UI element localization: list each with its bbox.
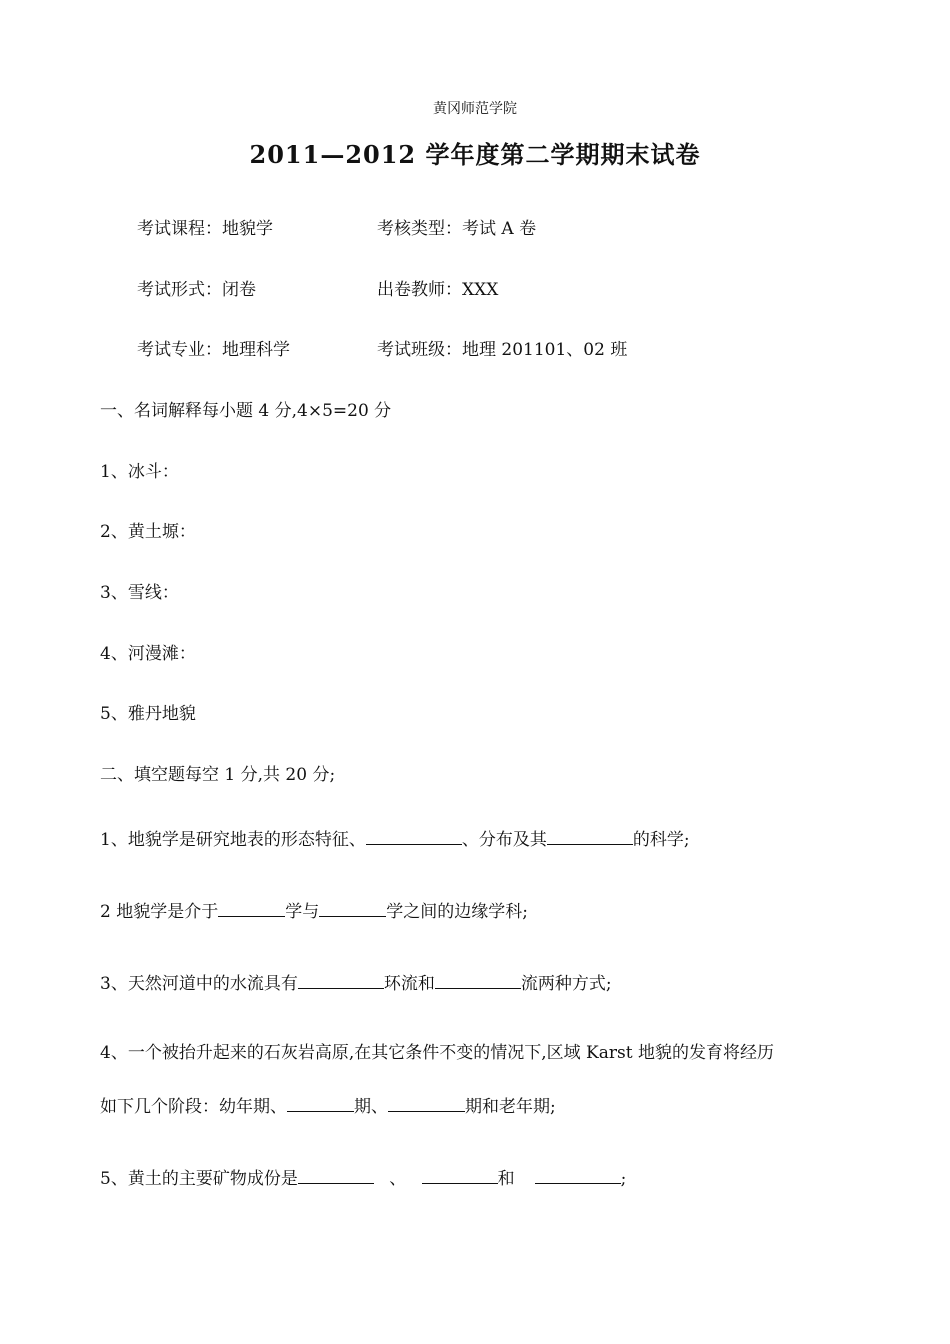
q4-text-b: 期、 xyxy=(354,1097,388,1117)
class-row xyxy=(377,342,627,359)
q5-text-a: 5、黄土的主要矿物成份是 xyxy=(100,1169,298,1189)
course-value: 地貌学 xyxy=(222,219,273,239)
fill-question-5 xyxy=(100,1168,626,1188)
answer-blank[interactable] xyxy=(535,1168,621,1184)
q4-text-a: 如下几个阶段：幼年期、 xyxy=(100,1097,287,1117)
q3-text-b: 环流和 xyxy=(383,974,435,994)
q1-text-b: 、分布及其 xyxy=(461,830,547,850)
major-row xyxy=(137,342,290,359)
format-value: 闭卷 xyxy=(222,280,256,300)
fill-question-4-line1: 4、一个被抬升起来的石灰岩高原,在其它条件不变的情况下,区域 Karst 地貌的发育将经历 xyxy=(100,1043,774,1063)
answer-blank[interactable] xyxy=(218,901,285,917)
q5-text-b: 、 xyxy=(383,1169,412,1189)
exam-title: 2011—2012 学年度第二学期期末试卷 xyxy=(249,140,701,169)
q1-text-c: 的科学; xyxy=(632,830,690,850)
section1-item: 4、河漫滩： xyxy=(100,644,196,664)
section1-item: 1、冰斗： xyxy=(100,462,179,482)
school-name: 黄冈师范学院 xyxy=(433,101,517,117)
answer-blank[interactable] xyxy=(547,829,633,845)
fill-question-3 xyxy=(100,973,612,993)
q5-text-c: 和 xyxy=(497,1169,515,1189)
q4-text-c: 期和老年期; xyxy=(465,1097,556,1117)
answer-blank[interactable] xyxy=(319,901,386,917)
teacher-row xyxy=(377,282,498,299)
q2-text-b: 学与 xyxy=(285,902,320,922)
major-value: 地理科学 xyxy=(222,340,290,360)
answer-blank[interactable] xyxy=(298,973,384,989)
q2-text-c: 学之间的边缘学科; xyxy=(386,902,528,922)
answer-blank[interactable] xyxy=(435,973,521,989)
answer-blank[interactable] xyxy=(366,829,462,845)
answer-blank[interactable] xyxy=(287,1096,354,1112)
class-label: 考试班级： xyxy=(377,340,462,360)
q3-text-c: 流两种方式; xyxy=(520,974,612,994)
q1-text-a: 1、地貌学是研究地表的形态特征、 xyxy=(100,830,366,850)
section1-item: 5、雅丹地貌 xyxy=(100,704,196,724)
section1-item: 3、雪线： xyxy=(100,583,179,603)
class-value: 地理 201101、02 班 xyxy=(462,340,628,360)
answer-blank[interactable] xyxy=(422,1168,498,1184)
assessment-type-value: 考试 A 卷 xyxy=(462,219,537,239)
format-row xyxy=(137,282,256,299)
answer-blank[interactable] xyxy=(298,1168,374,1184)
format-label: 考试形式： xyxy=(137,280,222,300)
q2-text-a: 2 地貌学是介于 xyxy=(100,902,219,922)
assessment-type-label: 考核类型： xyxy=(377,219,462,239)
teacher-label: 出卷教师： xyxy=(377,280,462,300)
course-label: 考试课程： xyxy=(137,219,222,239)
course-row xyxy=(137,221,273,238)
section2-heading: 二、填空题每空 1 分,共 20 分; xyxy=(100,765,336,785)
major-label: 考试专业： xyxy=(137,340,222,360)
q3-text-a: 3、天然河道中的水流具有 xyxy=(100,974,298,994)
answer-blank[interactable] xyxy=(388,1096,465,1112)
q5-text-d: ; xyxy=(620,1169,627,1189)
section1-heading: 一、名词解释每小题 4 分,4×5=20 分 xyxy=(100,401,392,421)
fill-question-4-line2 xyxy=(100,1096,556,1116)
fill-question-2 xyxy=(100,901,528,921)
section1-item: 2、黄土塬： xyxy=(100,522,196,542)
assessment-type-row xyxy=(377,221,536,238)
teacher-value: XXX xyxy=(462,280,499,300)
fill-question-1 xyxy=(100,829,690,849)
